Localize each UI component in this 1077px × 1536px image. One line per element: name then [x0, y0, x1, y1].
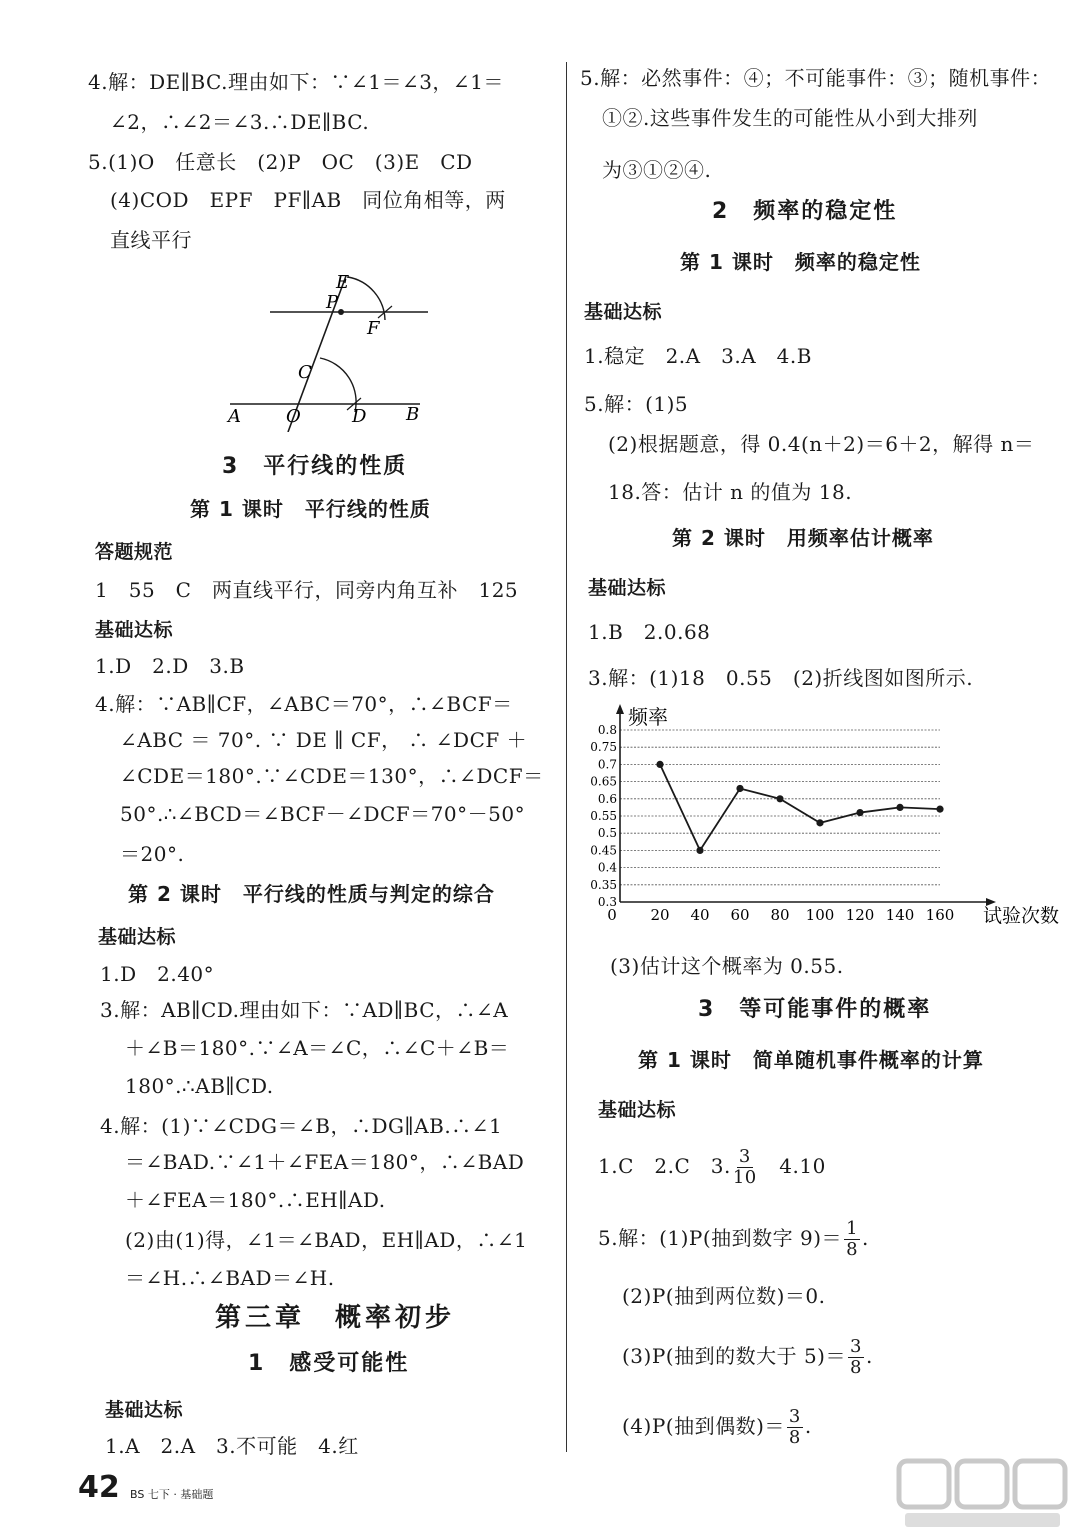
answer-line: ＋∠B＝180°.∵∠A＝∠C，∴∠C＋∠B＝ — [125, 1036, 510, 1060]
answer-line: ∠2，∴∠2＝∠3.∴DE∥BC. — [110, 110, 370, 134]
data-point — [696, 847, 703, 854]
subheading: 基础达标 — [584, 301, 663, 323]
label-f: F — [367, 318, 380, 339]
y-tick-label: 0.45 — [590, 843, 617, 858]
subheading: 基础达标 — [95, 619, 174, 641]
x-tick-label: 160 — [925, 906, 955, 924]
chart-series — [656, 761, 943, 854]
lesson-title: 第 2 课时 平行线的性质与判定的综合 — [128, 882, 495, 906]
lesson-title: 第 1 课时 频率的稳定性 — [680, 250, 921, 274]
data-point — [736, 785, 743, 792]
chapter-title: 第三章 概率初步 — [215, 1303, 456, 1333]
answer-line: 3.解：AB∥CD.理由如下：∵AD∥BC，∴∠A — [100, 998, 509, 1022]
label-c: C — [298, 362, 312, 383]
frequency-line-chart — [590, 702, 1077, 942]
answer-line: 4.解：DE∥BC.理由如下：∵∠1＝∠3，∠1＝ — [88, 70, 504, 94]
x-tick-label: 40 — [690, 906, 710, 924]
x-tick-labels — [607, 906, 954, 924]
label-p: P — [326, 292, 339, 313]
answer-line: ＝20°. — [120, 842, 185, 866]
label-a: A — [228, 406, 241, 427]
data-point — [856, 809, 863, 816]
answer-line: 5.解：必然事件：④；不可能事件：③；随机事件： — [580, 66, 1052, 90]
lesson-title: 第 2 课时 用频率估计概率 — [672, 526, 934, 550]
answer-line: 50°.∴∠BCD＝∠BCF－∠DCF＝70°－50° — [120, 802, 526, 826]
y-axis-arrow — [616, 704, 624, 714]
answer-line: 180°.∴AB∥CD. — [125, 1074, 274, 1098]
data-point — [896, 804, 903, 811]
y-tick-label: 0.8 — [597, 723, 617, 737]
column-divider — [566, 62, 567, 1452]
x-tick-label: 20 — [650, 906, 670, 924]
answer-line: ＋∠FEA＝180°.∴EH∥AD. — [125, 1188, 386, 1212]
fraction: $\frac{3}{10}$ — [732, 1146, 757, 1188]
answer-line: 5.解：(1)P(抽到数字 9)＝ $\frac{1}{8}$ . — [598, 1218, 869, 1260]
lesson-title: 第 1 课时 简单随机事件概率的计算 — [638, 1048, 984, 1072]
geometry-figure — [220, 262, 440, 432]
answer-line: ＝∠BAD.∵∠1＋∠FEA＝180°，∴∠BAD — [125, 1150, 525, 1174]
label-e: E — [336, 272, 350, 293]
y-tick-label: 0.65 — [590, 774, 617, 789]
lesson-title: 第 1 课时 平行线的性质 — [190, 497, 431, 521]
answer-line: 为③①②④. — [602, 158, 712, 182]
subheading: 基础达标 — [105, 1399, 184, 1421]
answer-line: 1 55 C 两直线平行，同旁内角互补 125 — [95, 578, 519, 602]
answer-line: 1.B 2.0.68 — [588, 620, 711, 644]
data-point — [816, 819, 823, 826]
x-tick-label: 100 — [805, 906, 835, 924]
x-tick-label: 0 — [607, 906, 617, 924]
answer-line: (2)P(抽到两位数)＝0. — [622, 1284, 826, 1308]
x-tick-label: 80 — [770, 906, 790, 924]
section-title: 1 感受可能性 — [248, 1351, 410, 1376]
answer-line: 1.稳定 2.A 3.A 4.B — [584, 344, 812, 368]
answer-line: 5.解：(1)5 — [584, 392, 689, 416]
data-point — [776, 795, 783, 802]
y-tick-label: 0.7 — [597, 757, 617, 772]
answer-line: 1.C 2.C 3. $\frac{3}{10}$ 4.10 — [598, 1146, 826, 1188]
answer-line: ＝∠H.∴∠BAD＝∠H. — [125, 1266, 335, 1290]
fraction: $\frac{3}{8}$ — [849, 1336, 862, 1378]
answer-line: (3)估计这个概率为 0.55. — [610, 954, 844, 978]
answer-line: 5.(1)O 任意长 (2)P OC (3)E CD — [88, 150, 473, 174]
answer-line: ∠CDE＝180°.∵∠CDE＝130°，∴∠DCF＝ — [120, 764, 544, 788]
answer-line: 3.解：(1)18 0.55 (2)折线图如图所示. — [588, 666, 974, 690]
subheading: 答题规范 — [95, 541, 174, 563]
fraction: $\frac{3}{8}$ — [788, 1406, 801, 1448]
x-tick-label: 120 — [845, 906, 875, 924]
answer-line: ①②.这些事件发生的可能性从小到大排列 — [602, 106, 978, 130]
page-number: 42 — [78, 1470, 120, 1505]
chart-grid — [620, 730, 940, 902]
subheading: 基础达标 — [98, 926, 177, 948]
y-tick-label: 0.3 — [597, 895, 617, 909]
y-axis-label: 频率 — [628, 705, 668, 729]
data-point — [936, 806, 943, 813]
answer-line: 直线平行 — [110, 228, 192, 252]
subheading: 基础达标 — [588, 577, 667, 599]
x-tick-label: 140 — [885, 906, 915, 924]
answer-line: (2)由(1)得，∠1＝∠BAD，EH∥AD，∴∠1 — [125, 1228, 528, 1252]
fraction: $\frac{1}{8}$ — [846, 1218, 859, 1260]
answer-line: (4)P(抽到偶数)＝ $\frac{3}{8}$ . — [622, 1406, 812, 1448]
x-tick-label: 60 — [730, 906, 750, 924]
y-tick-labels — [590, 723, 617, 909]
answer-line: (3)P(抽到的数大于 5)＝ $\frac{3}{8}$ . — [622, 1336, 873, 1378]
section-title: 3 平行线的性质 — [222, 454, 408, 479]
answer-line: 4.解：∵AB∥CF，∠ABC＝70°，∴∠BCF＝ — [95, 692, 513, 716]
answer-line: (2)根据题意，得 0.4(n＋2)＝6＋2，解得 n＝ — [608, 432, 1035, 456]
watermark-logo — [895, 1455, 1070, 1530]
answer-line: 18.答：估计 n 的值为 18. — [608, 480, 853, 504]
book-footer: BS 七下 · 基础题 — [130, 1488, 214, 1501]
label-b: B — [406, 404, 420, 425]
section-title: 3 等可能事件的概率 — [698, 997, 932, 1022]
answer-line: 4.解：(1)∵∠CDG＝∠B，∴DG∥AB.∴∠1 — [100, 1114, 503, 1138]
answer-line: ∠ABC ＝ 70°. ∵ DE ∥ CF， ∴ ∠DCF ＋ — [120, 728, 528, 752]
answer-line: 1.D 2.40° — [100, 962, 215, 986]
label-d: D — [352, 406, 367, 427]
label-o: O — [286, 406, 301, 427]
y-tick-label: 0.5 — [597, 826, 617, 841]
answer-line: 1.D 2.D 3.B — [95, 654, 245, 678]
answer-line: 1.A 2.A 3.不可能 4.红 — [105, 1434, 359, 1458]
y-tick-label: 0.6 — [597, 791, 617, 806]
y-tick-label: 0.35 — [590, 877, 617, 892]
y-tick-label: 0.75 — [590, 740, 617, 755]
y-tick-label: 0.4 — [597, 860, 617, 875]
subheading: 基础达标 — [598, 1099, 677, 1121]
answer-line: (4)COD EPF PF∥AB 同位角相等，两 — [110, 188, 506, 212]
data-point — [656, 761, 663, 768]
section-title: 2 频率的稳定性 — [712, 199, 898, 224]
y-tick-label: 0.55 — [590, 809, 617, 823]
x-axis-label: 试验次数 — [983, 905, 1060, 927]
